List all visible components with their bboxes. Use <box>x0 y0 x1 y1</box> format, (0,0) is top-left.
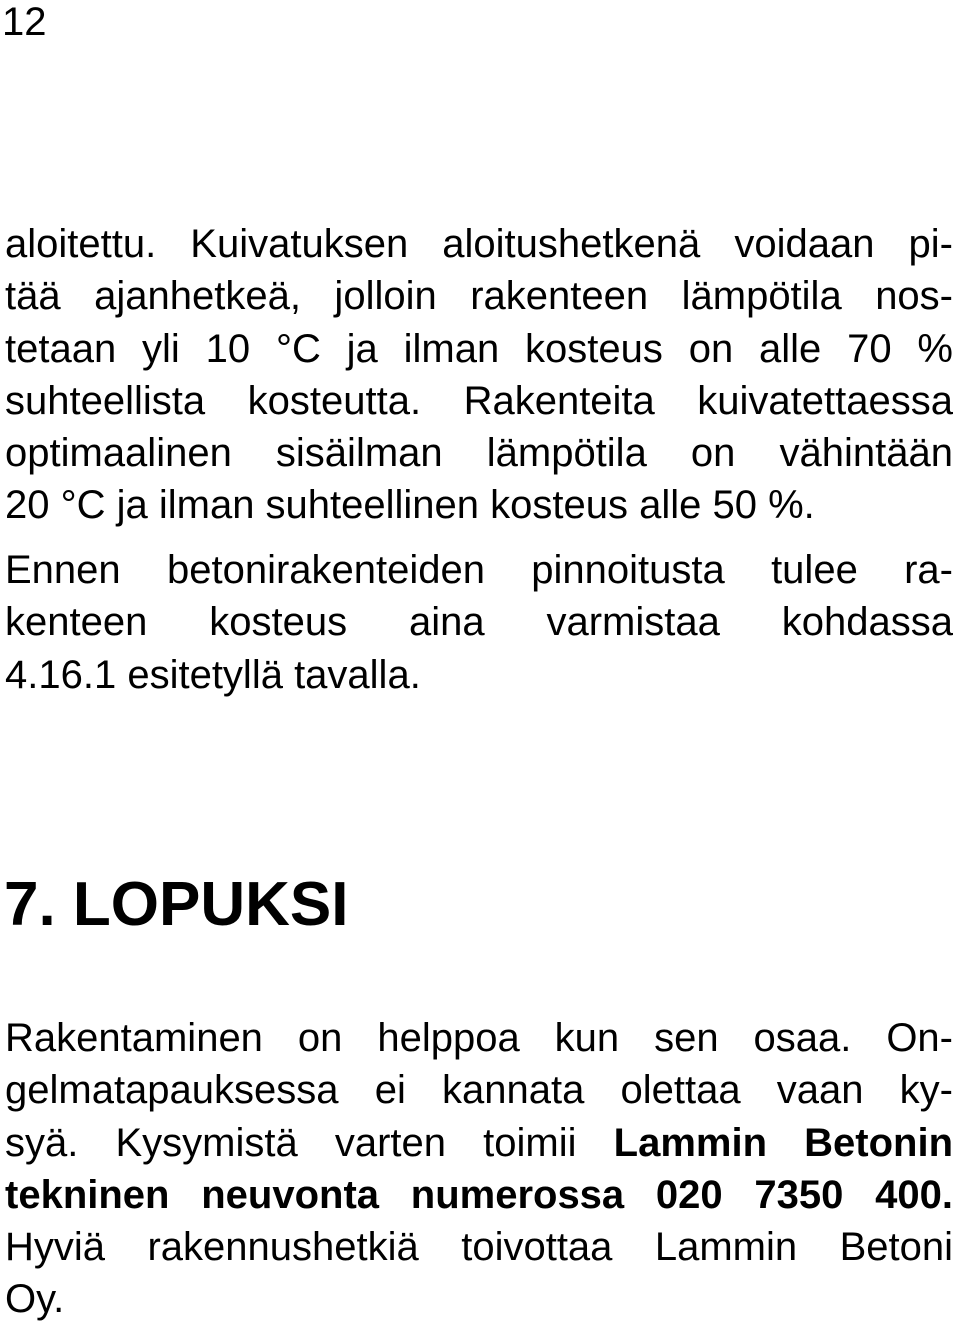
page-number: 12 <box>2 0 47 44</box>
paragraph-line: Oy. <box>5 1277 65 1322</box>
paragraph-coating <box>5 544 953 701</box>
paragraph-drying <box>5 218 953 532</box>
paragraph-line: kenteen kosteus aina varmistaa kohdassa <box>5 600 953 645</box>
paragraph-line: aloitettu. Kuivatuksen aloitushetkenä voidaan pi- <box>5 222 953 266</box>
paragraph-line: 20 °C ja ilman suhteellinen kosteus alle 50 %. <box>5 483 815 528</box>
paragraph-line: tää ajanhetkeä, jolloin rakenteen lämpötila nos- <box>5 274 953 319</box>
company-name-bold: Lammin Betonin <box>613 1120 953 1165</box>
paragraph-line <box>5 1117 953 1169</box>
contact-line-bold: tekninen neuvonta numerossa 020 7350 400. <box>5 1172 953 1217</box>
paragraph-line: Ennen betonirakenteiden pinnoitusta tulee ra- <box>5 548 953 592</box>
paragraph-text: syä. Kysymistä varten toimii <box>5 1120 614 1165</box>
paragraph-line: gelmatapauksessa ei kannata olettaa vaan ky- <box>5 1068 953 1113</box>
section-heading: 7. LOPUKSI <box>4 870 349 939</box>
paragraph-line: 4.16.1 esitetyllä tavalla. <box>5 652 421 697</box>
paragraph-line: suhteellista kosteutta. Rakenteita kuivatettaessa <box>5 378 953 423</box>
paragraph-line: Rakentaminen on helppoa kun sen osaa. On- <box>5 1016 953 1060</box>
paragraph-line: tetaan yli 10 °C ja ilman kosteus on alle 70 % <box>5 326 953 371</box>
paragraph-line: optimaalinen sisäilman lämpötila on vähintään <box>5 431 953 476</box>
paragraph-closing <box>5 1012 953 1326</box>
paragraph-line: Hyviä rakennushetkiä toivottaa Lammin Betoni <box>5 1225 953 1270</box>
